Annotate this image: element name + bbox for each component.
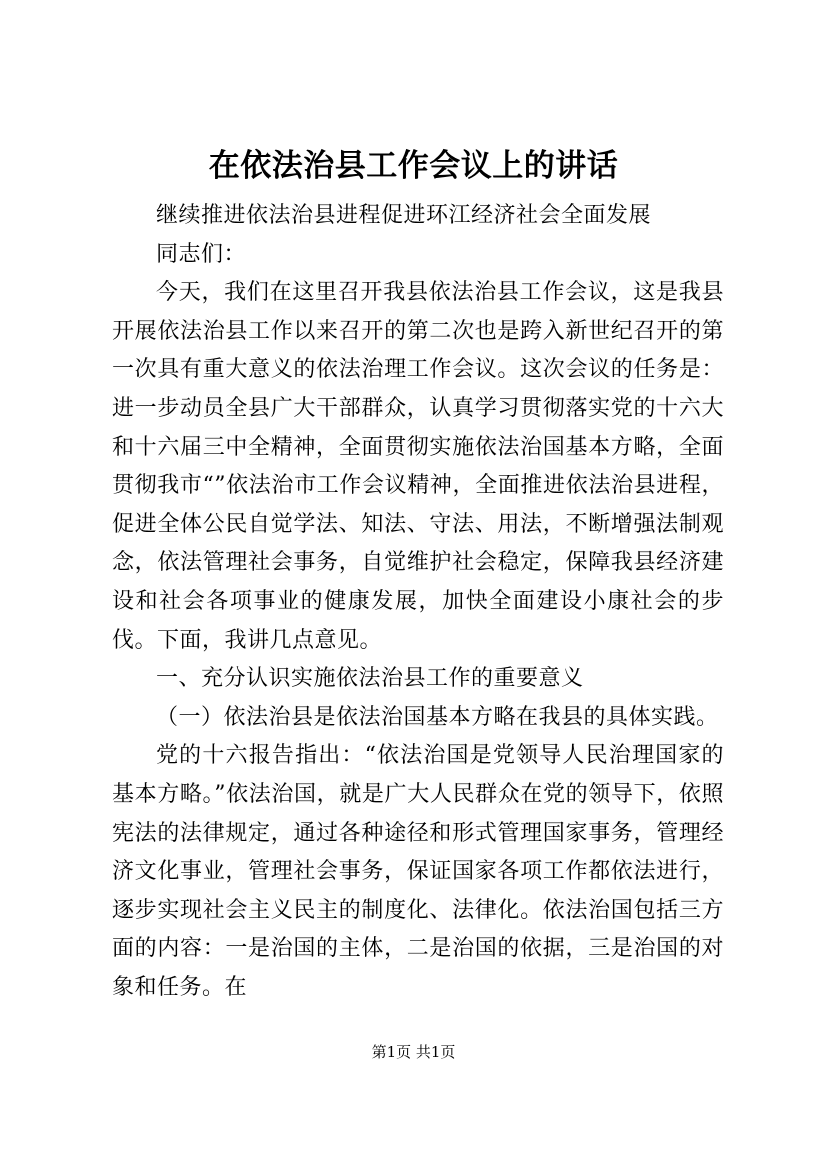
subsection-heading: （一）依法治县是依法治国基本方略在我县的具体实践。	[156, 704, 719, 730]
document-body	[112, 197, 724, 1007]
salutation-paragraph: 同志们：	[156, 241, 247, 267]
page-footer: 第1页 共1页	[371, 1043, 456, 1061]
body-paragraph: 党的十六报告指出：“依法治国是党领导人民治理国家的基本方略。”依法治国，就是广大人民群众在党的领导下，依照宪法的法律规定，通过各种途径和形式管理国家事务，管理经济文化事业，管理社会事务，保证国家各项工作都依法进行，逐步实现社会主义民主的制度化、法律化。依法治国包括三方面的内容：一是治国的主体，二是治国的依据，三是治国的对象和任务。在	[112, 743, 724, 1000]
document-title: 在依法治县工作会议上的讲话	[208, 148, 619, 184]
section-heading: 一、充分认识实施依法治县工作的重要意义	[156, 666, 584, 692]
body-paragraph: 今天，我们在这里召开我县依法治县工作会议，这是我县开展依法治县工作以来召开的第二次也是跨入新世纪召开的第一次具有重大意义的依法治理工作会议。这次会议的任务是：进一步动员全县广大干部群众，认真学习贯彻落实党的十六大和十六届三中全精神，全面贯彻实施依法治国基本方略，全面贯彻我市“”依法治市工作会议精神，全面推进依法治县进程，促进全体公民自觉学法、知法、守法、用法，不断增强法制观念，依法管理社会事务，自觉维护社会稳定，保障我县经济建设和社会各项事业的健康发展，加快全面建设小康社会的步伐。下面，我讲几点意见。	[112, 280, 724, 653]
subtitle-paragraph: 继续推进依法治县进程促进环江经济社会全面发展	[156, 203, 652, 228]
